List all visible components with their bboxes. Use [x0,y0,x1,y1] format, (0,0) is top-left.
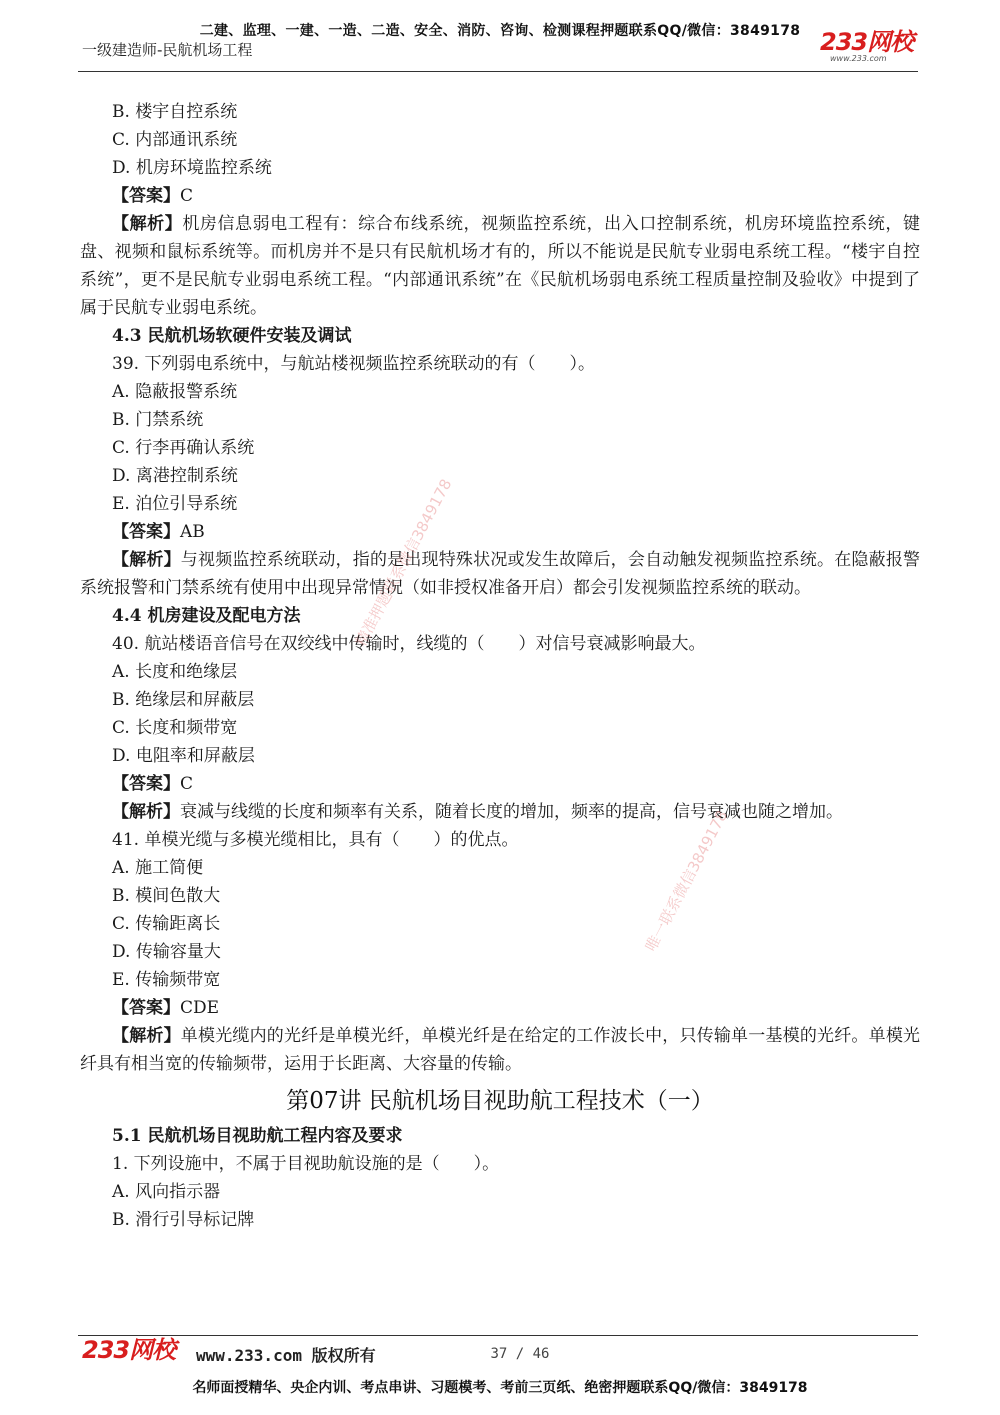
analysis-paragraph [80,546,920,602]
option-line: E. 传输频带宽 [112,970,221,990]
question-line: 40. 航站楼语音信号在双绞线中传输时，线缆的（ ）对信号衰减影响最大。 [112,634,706,654]
answer-tag: 【答案】 [112,186,180,206]
header-logo-text: 233网校 [820,28,914,56]
header-logo [820,30,913,63]
option-line: D. 机房环境监控系统 [112,158,272,178]
analysis-text: 与视频监控系统联动，指的是出现特殊状况或发生故障后，会自动触发视频监控系统。在隐蔽报警系统报警和门禁系统有使用中出现异常情况（如非授权准备开启）都会引发视频监控系统的联动。 [80,550,921,598]
footer-banner: 名师面授精华、央企内训、考点串讲、习题模考、考前三页纸、绝密押题联系QQ/微信：3849178 [192,1380,808,1396]
page-number: 37 / 46 [490,1346,550,1362]
answer-value: CDE [180,998,220,1018]
option-line: A. 施工简便 [112,858,204,878]
analysis-paragraph [80,1022,920,1078]
option-line: C. 长度和频带宽 [112,718,238,738]
analysis-text: 单模光缆内的光纤是单模光纤，单模光纤是在给定的工作波长中，只传输单一基模的光纤。单模光纤具有相当宽的传输频带，运用于长距离、大容量的传输。 [80,1026,921,1074]
header-logo-url: www.233.com [830,54,887,63]
footer-rule [78,1335,918,1336]
answer-value: C [180,774,194,794]
option-line: A. 风向指示器 [112,1182,221,1202]
option-line: C. 传输距离长 [112,914,221,934]
answer-line [80,994,920,1022]
option-line: B. 滑行引导标记牌 [112,1210,255,1230]
answer-line [80,770,920,798]
watermark-2: 唯一联系微信3849178 [641,807,732,955]
chapter-title: 第07讲 民航机场目视助航工程技术（一） [286,1088,714,1114]
option-line: B. 门禁系统 [112,410,204,430]
header-rule [78,71,918,72]
option-line: D. 离港控制系统 [112,466,238,486]
section-heading: 4.4 机房建设及配电方法 [112,606,301,626]
option-line: E. 泊位引导系统 [112,494,238,514]
option-line: A. 隐蔽报警系统 [112,382,238,402]
analysis-tag: 【解析】 [112,1026,181,1046]
option-line: D. 电阻率和屏蔽层 [112,746,255,766]
section-heading: 4.3 民航机场软硬件安装及调试 [112,326,352,346]
answer-value: AB [180,522,205,542]
answer-tag: 【答案】 [112,774,180,794]
analysis-text: 机房信息弱电工程有：综合布线系统，视频监控系统，出入口控制系统，机房环境监控系统，键盘、视频和鼠标系统等。而机房并不是只有民航机场才有的，所以不能说是民航专业弱电系统工程。“楼宇自控系统”，更不是民航专业弱电系统工程。“内部通讯系统”在《民航机场弱电系统工程质量控制及验收》中提到了属于民航专业弱电系统。 [80,214,920,318]
answer-tag: 【答案】 [112,998,180,1018]
analysis-text: 衰减与线缆的长度和频率有关系，随着长度的增加，频率的提高，信号衰减也随之增加。 [180,802,843,822]
option-line: C. 内部通讯系统 [112,130,238,150]
watermark-1: 精准押题联系微信3849178 [351,475,456,650]
option-line: C. 行李再确认系统 [112,438,255,458]
option-line: B. 模间色散大 [112,886,221,906]
analysis-tag: 【解析】 [112,214,183,234]
question-line: 1. 下列设施中，不属于目视助航设施的是（ ）。 [112,1154,500,1174]
answer-value: C [180,186,194,206]
footer-copyright: www.233.com 版权所有 [196,1346,376,1365]
question-line: 41. 单模光缆与多模光缆相比，具有（ ）的优点。 [112,830,519,850]
section-heading: 5.1 民航机场目视助航工程内容及要求 [112,1126,403,1146]
answer-line [80,182,920,210]
question-line: 39. 下列弱电系统中，与航站楼视频监控系统联动的有（ ）。 [112,354,595,374]
document-body [80,98,920,1234]
answer-line [80,518,920,546]
analysis-tag: 【解析】 [112,802,180,822]
answer-tag: 【答案】 [112,522,180,542]
option-line: D. 传输容量大 [112,942,221,962]
analysis-paragraph [80,210,920,322]
footer-logo-text: 233网校 [82,1336,176,1364]
option-line: B. 绝缘层和屏蔽层 [112,690,255,710]
header-banner: 二建、监理、一建、一造、二造、安全、消防、咨询、检测课程押题联系QQ/微信：3849178 [199,23,801,39]
header-subtitle: 一级建造师-民航机场工程 [82,41,253,59]
option-line: B. 楼宇自控系统 [112,102,238,122]
analysis-paragraph [80,798,920,826]
analysis-tag: 【解析】 [112,550,181,570]
option-line: A. 长度和绝缘层 [112,662,238,682]
